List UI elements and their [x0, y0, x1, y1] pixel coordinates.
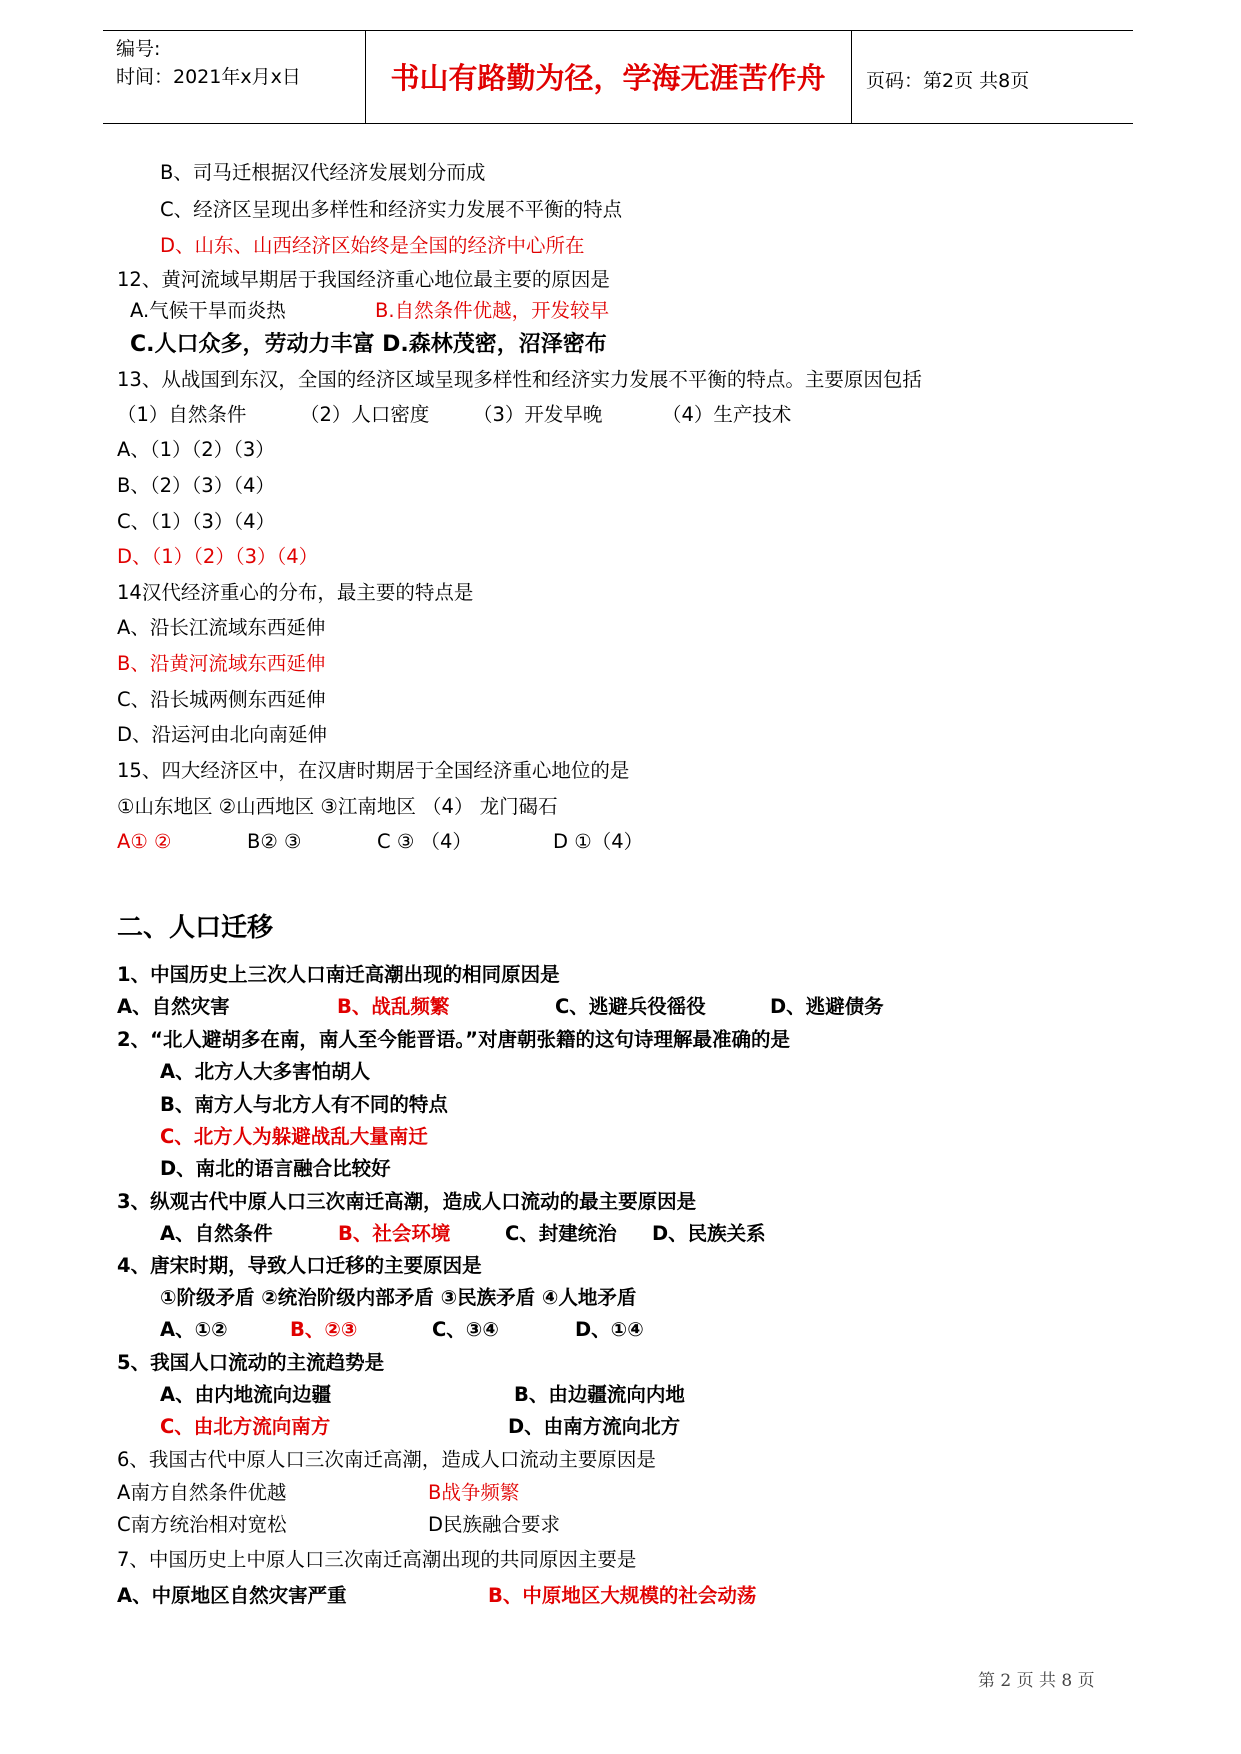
header-top-rule	[103, 30, 1133, 31]
m4-option-b-answer: B、②③	[290, 1318, 358, 1341]
q13-option-d-answer: D、（1）（2）（3）（4）	[117, 545, 319, 568]
m3-stem: 3、纵观古代中原人口三次南迁高潮，造成人口流动的最主要原因是	[117, 1190, 697, 1213]
q15-regions: ①山东地区 ②山西地区 ③江南地区 （4） 龙门碣石	[117, 795, 558, 818]
m1-option-a: A、自然灾害	[117, 995, 230, 1018]
m4-stem: 4、唐宋时期，导致人口迁移的主要原因是	[117, 1254, 482, 1277]
q14-option-a: A、沿长江流域东西延伸	[117, 616, 326, 639]
m5-stem: 5、我国人口流动的主流趋势是	[117, 1351, 385, 1374]
q14-stem: 14汉代经济重心的分布，最主要的特点是	[117, 581, 474, 604]
q14-option-d: D、沿运河由北向南延伸	[117, 723, 328, 746]
m1-stem: 1、中国历史上三次人口南迁高潮出现的相同原因是	[117, 963, 560, 986]
m3-option-d: D、民族关系	[652, 1222, 766, 1245]
m2-option-a: A、北方人大多害怕胡人	[160, 1060, 371, 1083]
m3-option-a: A、自然条件	[160, 1222, 273, 1245]
m7-stem: 7、中国历史上中原人口三次南迁高潮出现的共同原因主要是	[117, 1548, 637, 1571]
page-footer: 第 2 页 共 8 页	[978, 1671, 1095, 1691]
m6-option-d: D民族融合要求	[428, 1513, 561, 1536]
q13-factor-3: （3）开发早晚	[473, 403, 603, 426]
header-page-code: 页码：第2页 共8页	[866, 70, 1030, 92]
m7-option-b-answer: B、中原地区大规模的社会动荡	[488, 1584, 757, 1607]
m5-option-b: B、由边疆流向内地	[514, 1383, 685, 1406]
header-bottom-rule	[103, 123, 1133, 124]
m4-option-c: C、③④	[432, 1318, 499, 1341]
m2-option-d: D、南北的语言融合比较好	[160, 1157, 391, 1180]
m4-causes: ①阶级矛盾 ②统治阶级内部矛盾 ③民族矛盾 ④人地矛盾	[160, 1286, 637, 1309]
q13-option-b: B、（2）（3）（4）	[117, 474, 275, 497]
q12-option-b-answer: B.自然条件优越，开发较早	[375, 299, 610, 322]
q12-options-cd: C.人口众多，劳动力丰富 D.森林茂密，沼泽密布	[130, 332, 607, 357]
m4-option-d: D、①④	[575, 1318, 644, 1341]
m1-option-b-answer: B、战乱频繁	[337, 995, 450, 1018]
m2-option-c-answer: C、北方人为躲避战乱大量南迁	[160, 1125, 428, 1148]
m5-option-a: A、由内地流向边疆	[160, 1383, 332, 1406]
m4-option-a: A、①②	[160, 1318, 228, 1341]
m3-option-b-answer: B、社会环境	[338, 1222, 451, 1245]
q13-factor-4: （4）生产技术	[662, 403, 792, 426]
m1-option-c: C、逃避兵役徭役	[555, 995, 706, 1018]
q13-factor-1: （1）自然条件	[117, 403, 247, 426]
m6-option-a: A南方自然条件优越	[117, 1481, 287, 1504]
q11-option-c: C、经济区呈现出多样性和经济实力发展不平衡的特点	[160, 198, 623, 221]
q12-option-a: A.气候干旱而炎热	[130, 299, 286, 322]
m6-stem: 6、我国古代中原人口三次南迁高潮，造成人口流动主要原因是	[117, 1448, 656, 1471]
q15-option-a-answer: A① ②	[117, 830, 172, 853]
m5-option-d: D、由南方流向北方	[508, 1415, 681, 1438]
m2-stem: 2、“北人避胡多在南，南人至今能晋语。”对唐朝张籍的这句诗理解最准确的是	[117, 1028, 790, 1051]
m3-option-c: C、封建统治	[505, 1222, 617, 1245]
q11-option-d-answer: D、山东、山西经济区始终是全国的经济中心所在	[160, 234, 585, 257]
q13-option-a: A、（1）（2）（3）	[117, 438, 275, 461]
q12-stem: 12、黄河流域早期居于我国经济重心地位最主要的原因是	[117, 268, 610, 291]
m7-option-a: A、中原地区自然灾害严重	[117, 1584, 347, 1607]
m1-option-d: D、逃避债务	[770, 995, 884, 1018]
q15-stem: 15、四大经济区中，在汉唐时期居于全国经济重心地位的是	[117, 759, 630, 782]
m5-option-c-answer: C、由北方流向南方	[160, 1415, 331, 1438]
q14-option-c: C、沿长城两侧东西延伸	[117, 688, 326, 711]
q15-option-d: D ①（4）	[553, 830, 644, 853]
q14-option-b-answer: B、沿黄河流域东西延伸	[117, 652, 326, 675]
q15-option-b: B② ③	[247, 830, 302, 853]
m6-option-b-answer: B战争频繁	[428, 1481, 520, 1504]
header-number-label: 编号:	[116, 38, 161, 60]
q11-option-b: B、司马迁根据汉代经济发展划分而成	[160, 161, 486, 184]
m2-option-b: B、南方人与北方人有不同的特点	[160, 1093, 448, 1116]
header-divider-right	[851, 30, 852, 123]
header-motto: 书山有路勤为径，学海无涯苦作舟	[390, 61, 826, 95]
q13-stem: 13、从战国到东汉，全国的经济区域呈现多样性和经济实力发展不平衡的特点。主要原因包括	[117, 368, 922, 391]
section-heading-migration: 二、人口迁移	[117, 913, 274, 943]
q13-factor-2: （2）人口密度	[300, 403, 430, 426]
m6-option-c: C南方统治相对宽松	[117, 1513, 287, 1536]
q13-option-c: C、（1）（3）（4）	[117, 510, 276, 533]
header-time-label: 时间：2021年x月x日	[116, 66, 301, 88]
q15-option-c: C ③ （4）	[377, 830, 472, 853]
